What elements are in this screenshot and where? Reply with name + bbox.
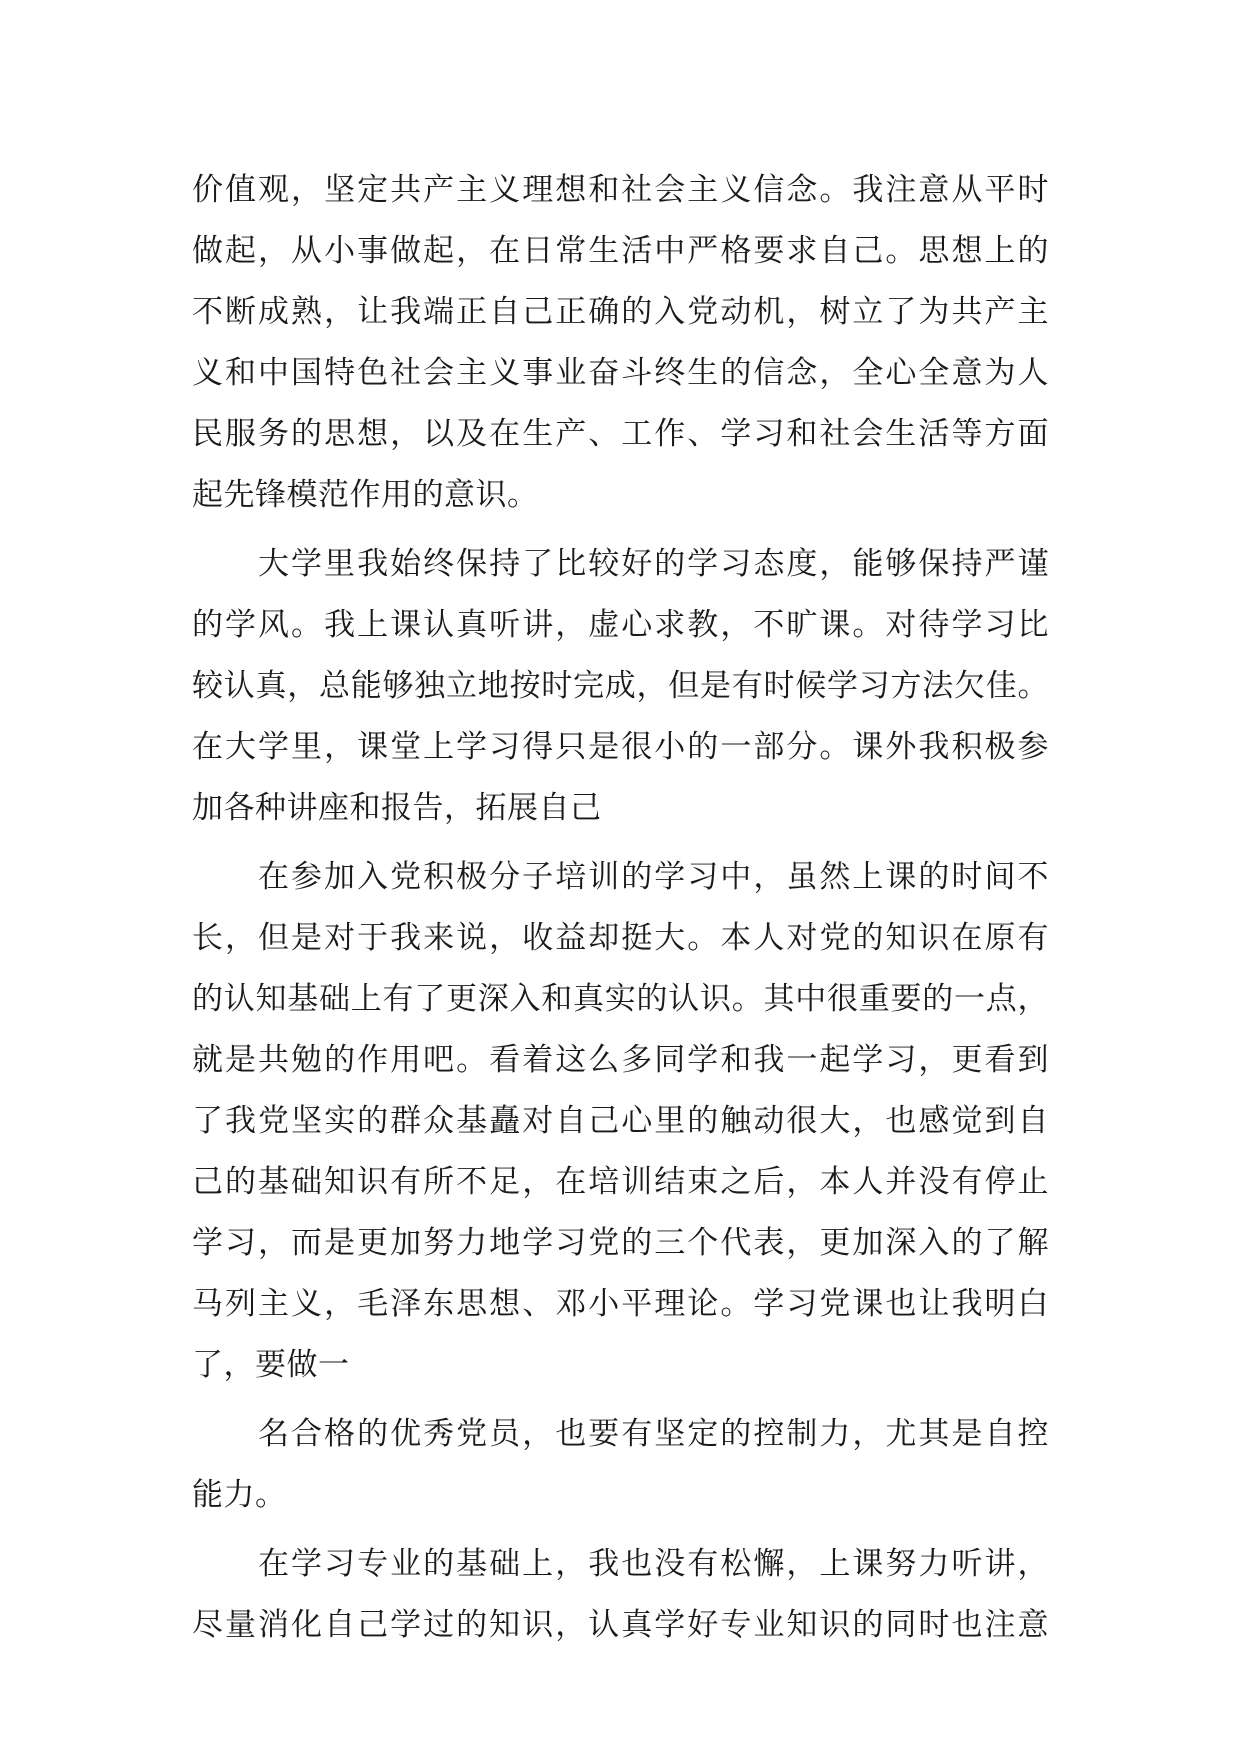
text-line: 加各种讲座和报告，拓展自己 [192,790,602,826]
text-line: 起先锋模范作用的意识。 [192,477,539,513]
paragraph-4 [192,1404,1049,1526]
text-line: 学习，而是更加努力地学习党的三个代表，更加深入的了解 [192,1225,1049,1261]
text-line: 尽量消化自己学过的知识，认真学好专业知识的同时也注意 [192,1607,1049,1643]
text-line: 了，要做一 [192,1347,350,1383]
text-line: 民服务的思想，以及在生产、工作、学习和社会生活等方面 [192,416,1049,452]
text-line: 的学风。我上课认真听讲，虚心求教，不旷课。对待学习比 [192,607,1049,643]
text-line: 能力。 [192,1477,287,1513]
text-line: 名合格的优秀党员，也要有坚定的控制力，尤其是自控 [258,1416,1049,1452]
text-line: 马列主义，毛泽东思想、邓小平理论。学习党课也让我明白 [192,1286,1049,1322]
text-line: 在大学里，课堂上学习得只是很小的一部分。课外我积极参 [192,729,1049,765]
text-line: 了我党坚实的群众基矗对自己心里的触动很大，也感觉到自 [192,1103,1049,1139]
paragraph-2 [192,534,1049,839]
paragraph-5 [192,1534,1049,1656]
text-line: 义和中国特色社会主义事业奋斗终生的信念，全心全意为人 [192,355,1049,391]
text-line: 大学里我始终保持了比较好的学习态度，能够保持严谨 [258,546,1049,582]
text-line: 在参加入党积极分子培训的学习中，虽然上课的时间不 [258,859,1049,895]
text-line: 价值观，坚定共产主义理想和社会主义信念。我注意从平时 [192,172,1049,208]
text-line: 不断成熟，让我端正自己正确的入党动机，树立了为共产主 [192,294,1049,330]
text-line: 己的基础知识有所不足，在培训结束之后，本人并没有停止 [192,1164,1049,1200]
text-line: 较认真，总能够独立地按时完成，但是有时候学习方法欠佳。 [192,668,1049,704]
text-line: 就是共勉的作用吧。看着这么多同学和我一起学习，更看到 [192,1042,1049,1078]
paragraph-3 [192,847,1049,1396]
text-line: 在学习专业的基础上，我也没有松懈，上课努力听讲， [258,1546,1049,1582]
document-body [192,160,1049,1656]
text-line: 长，但是对于我来说，收益却挺大。本人对党的知识在原有 [192,920,1049,956]
text-line: 做起，从小事做起，在日常生活中严格要求自己。思想上的 [192,233,1049,269]
paragraph-1 [192,160,1049,526]
text-line: 的认知基础上有了更深入和真实的认识。其中很重要的一点， [192,981,1049,1017]
